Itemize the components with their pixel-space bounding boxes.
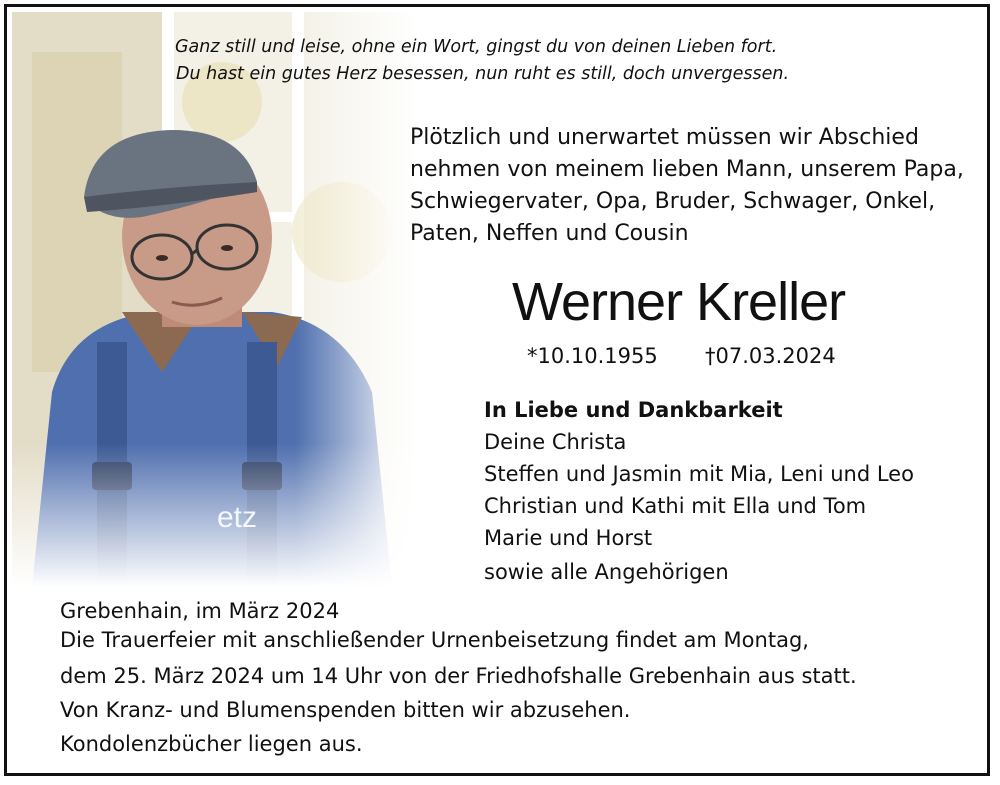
portrait-photo (12, 12, 417, 587)
intro-line: Paten, Neffen und Cousin (410, 221, 689, 246)
intro-line: nehmen von meinem lieben Mann, unserem Papa, (410, 157, 964, 182)
footer-line: Grebenhain, im März 2024 (60, 599, 340, 623)
mourner-line: Deine Christa (484, 430, 627, 454)
intro-line: Plötzlich und unerwartet müssen wir Abschied (410, 125, 919, 150)
mourners-heading: In Liebe und Dankbarkeit (484, 398, 783, 422)
portrait-illustration (12, 12, 417, 587)
poem-line-1: Ganz still und leise, ohne ein Wort, gingst du von deinen Lieben fort. (175, 37, 778, 57)
poem-line-2: Du hast ein gutes Herz besessen, nun ruht es still, doch unvergessen. (176, 64, 790, 84)
mourner-line: sowie alle Angehörigen (484, 560, 729, 584)
footer-line: Von Kranz- und Blumenspenden bitten wir abzusehen. (60, 698, 631, 722)
birth-date: *10.10.1955 (527, 344, 658, 368)
mourner-line: Steffen und Jasmin mit Mia, Leni und Leo (484, 462, 914, 486)
deceased-name: Werner Kreller (512, 272, 846, 332)
footer-line: Kondolenzbücher liegen aus. (60, 732, 363, 756)
mourner-line: Marie und Horst (484, 526, 653, 550)
intro-line: Schwiegervater, Opa, Bruder, Schwager, Onkel, (410, 189, 936, 214)
footer-line: dem 25. März 2024 um 14 Uhr von der Friedhofshalle Grebenhain aus statt. (60, 664, 857, 688)
mourner-line: Christian und Kathi mit Ella und Tom (484, 494, 867, 518)
footer-line: Die Trauerfeier mit anschließender Urnenbeisetzung findet am Montag, (60, 628, 809, 652)
death-date: †07.03.2024 (705, 344, 836, 368)
